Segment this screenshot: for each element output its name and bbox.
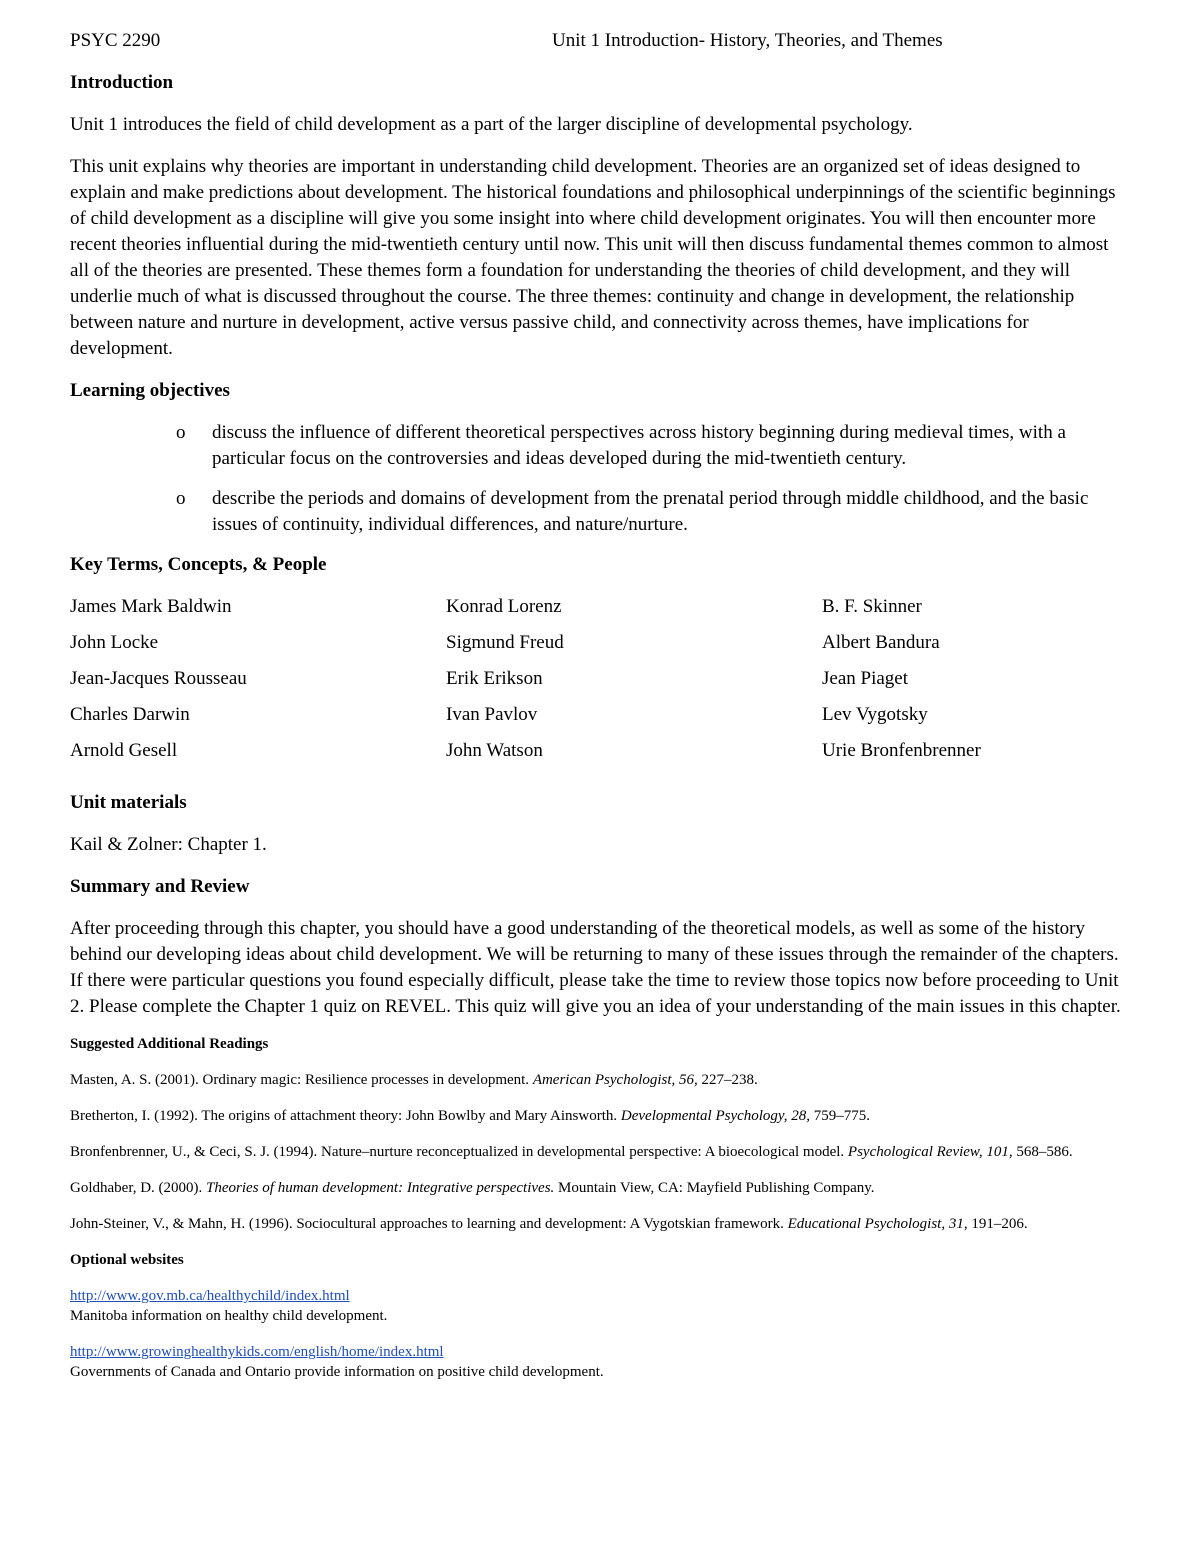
person-name: Konrad Lorenz [446, 596, 562, 617]
person-name: B. F. Skinner [822, 596, 922, 617]
person-name: John Locke [70, 632, 159, 653]
introduction-paragraph-2: This unit explains why theories are important in understanding child development. Theories are an organized set of ideas designed to explain and make predictions about development. The historical foundations and philosophical underpinnings of the scientific beginnings of child development as a discipline will give you some insight into where child development originates. You will then encounter more recent theories influential during the mid-twentieth century until now. This unit will then discuss fundamental themes common to almost all of the theories are presented. These themes form a foundation for understanding the theories of child development, and they will underlie much of what is discussed throughout the course. The three themes: continuity and change in development, the relationship between nature and nurture in development, active versus passive child, and connectivity across themes, have implications for development. [70, 156, 1116, 359]
objectives-heading: Learning objectives [70, 380, 230, 401]
introduction-paragraph-1: Unit 1 introduces the field of child development as a part of the larger discipline of developmental psychology. [70, 114, 913, 135]
reference-item: Bretherton, I. (1992). The origins of attachment theory: John Bowlby and Mary Ainsworth. Developmental Psychology, 28, 759–775. [70, 1108, 871, 1124]
bullet-icon: o [176, 488, 186, 509]
reference-item: Goldhaber, D. (2000). Theories of human development: Integrative perspectives. Mountain View, CA: Mayfield Publishing Company. [70, 1180, 875, 1196]
person-name: Jean-Jacques Rousseau [70, 668, 247, 689]
introduction-heading: Introduction [70, 72, 174, 93]
person-name: Ivan Pavlov [446, 704, 538, 725]
objective-text: discuss the influence of different theoretical perspectives across history beginning during medieval times, with a particular focus on the controversies and ideas developed during the mid-twentieth century. [212, 422, 1066, 469]
website-link-growing-healthy-kids[interactable]: http://www.growinghealthykids.com/english/home/index.html [70, 1344, 444, 1360]
person-name: Urie Bronfenbrenner [822, 740, 981, 761]
website-link-manitoba[interactable]: http://www.gov.mb.ca/healthychild/index.html [70, 1288, 350, 1304]
reference-item: Masten, A. S. (2001). Ordinary magic: Resilience processes in development. American Psychologist, 56, 227–238. [70, 1072, 758, 1088]
running-header [70, 28, 1130, 54]
person-name: Albert Bandura [822, 632, 940, 653]
person-name: Sigmund Freud [446, 632, 564, 653]
person-name: Jean Piaget [822, 668, 909, 689]
person-name: John Watson [446, 740, 543, 761]
websites-heading: Optional websites [70, 1252, 184, 1268]
key-people-table [70, 594, 1130, 764]
website-entry [70, 1286, 1130, 1326]
materials-text: Kail & Zolner: Chapter 1. [70, 834, 267, 855]
objective-item [174, 486, 1130, 538]
document-page [70, 28, 1130, 1382]
website-description: Governments of Canada and Ontario provide information on positive child development. [70, 1364, 604, 1380]
readings-heading: Suggested Additional Readings [70, 1036, 269, 1052]
person-name: Lev Vygotsky [822, 704, 928, 725]
objective-text: describe the periods and domains of development from the prenatal period through middle childhood, and the basic issues of continuity, individual differences, and nature/nurture. [212, 488, 1089, 535]
bullet-icon: o [176, 422, 186, 443]
objective-item [174, 420, 1130, 472]
key-terms-heading: Key Terms, Concepts, & People [70, 554, 327, 575]
summary-heading: Summary and Review [70, 876, 250, 897]
materials-heading: Unit materials [70, 792, 187, 813]
person-name: Erik Erikson [446, 668, 543, 689]
reference-item: Bronfenbrenner, U., & Ceci, S. J. (1994). Nature–nurture reconceptualized in developmental perspective: A bioecological model. Psychological Review, 101, 568–586. [70, 1144, 1073, 1160]
website-description: Manitoba information on healthy child development. [70, 1308, 388, 1324]
person-name: Charles Darwin [70, 704, 190, 725]
unit-title: Unit 1 Introduction- History, Theories, and Themes [552, 30, 943, 51]
summary-text: After proceeding through this chapter, you should have a good understanding of the theoretical models, as well as some of the history behind our developing ideas about child development. We will be returning to many of these issues through the remainder of the chapters. If there were particular questions you found especially difficult, please take the time to review those topics now before proceeding to Unit 2. Please complete the Chapter 1 quiz on REVEL. This quiz will give you an idea of your understanding of the main issues in this chapter. [70, 918, 1121, 1017]
person-name: James Mark Baldwin [70, 596, 232, 617]
reference-item: John-Steiner, V., & Mahn, H. (1996). Sociocultural approaches to learning and development: A Vygotskian framework. Educational Psychologist, 31, 191–206. [70, 1216, 1028, 1232]
objectives-list [174, 420, 1130, 538]
course-code: PSYC 2290 [70, 30, 161, 51]
person-name: Arnold Gesell [70, 740, 178, 761]
website-entry [70, 1342, 1130, 1382]
